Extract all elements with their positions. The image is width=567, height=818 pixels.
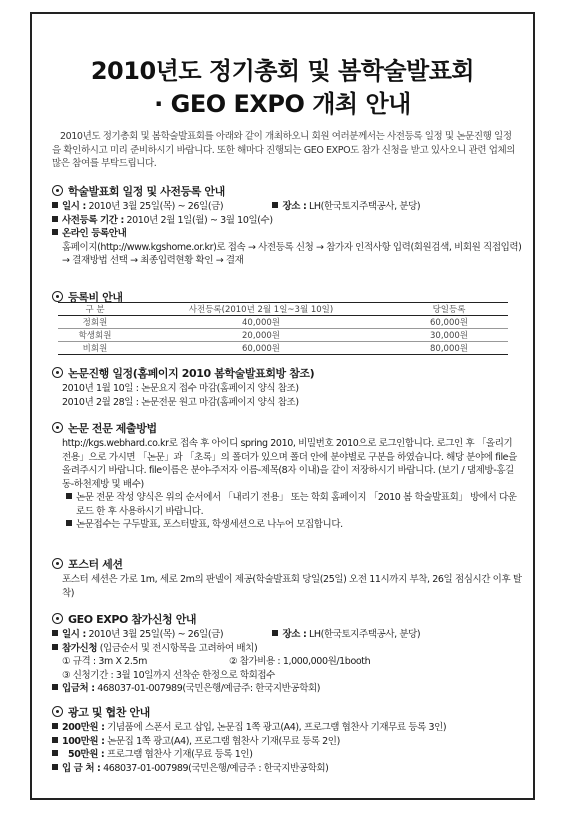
square-bullet-icon [66,520,72,526]
square-bullet-icon [52,764,58,770]
section-heading: 포스터 세션 [52,557,522,572]
online-row: 온라인 등록안내 [52,227,522,241]
square-bullet-icon [52,202,58,208]
sponsor-item: 50만원 : 프로그램 협찬사 기재(무료 등록 1인) [52,748,522,762]
section-poster [52,557,522,600]
table-row [58,316,508,329]
section-sponsor [52,705,522,775]
circle-bullet-icon [52,185,63,196]
table-cell: 30,000원 [390,329,508,342]
square-bullet-icon [52,229,58,235]
table-cell: 40,000원 [132,316,390,329]
square-bullet-icon [272,630,278,636]
table-row [58,329,508,342]
section-heading: 광고 및 협찬 안내 [52,705,522,720]
square-bullet-icon [66,493,72,499]
square-bullet-icon [52,737,58,743]
title-line-2: · GEO EXPO 개최 안내 [154,90,411,118]
table-cell: 비회원 [58,342,132,355]
section-paper-schedule [52,366,522,409]
title-line-1: 2010년도 정기총회 및 봄학술발표회 [90,57,475,85]
square-bullet-icon [52,644,58,650]
square-bullet-icon [52,723,58,729]
section-heading: 등록비 안내 [52,290,522,305]
column-header: 사전등록(2010년 2월 1일~3월 10일) [132,303,390,316]
square-bullet-icon [52,216,58,222]
table-cell: 20,000원 [132,329,390,342]
table-cell: 60,000원 [390,316,508,329]
square-bullet-icon [272,202,278,208]
notice-frame [30,12,535,800]
table-cell: 80,000원 [390,342,508,355]
section-schedule [52,184,522,268]
column-header: 구 분 [58,303,132,316]
square-bullet-icon [52,750,58,756]
table-cell: 정회원 [58,316,132,329]
column-header: 당일등록 [390,303,508,316]
section-heading: 학술발표회 일정 및 사전등록 안내 [52,184,522,199]
schedule-line: 2010년 2월 28일 : 논문전문 원고 마감(홈페이지 양식 참조) [62,396,299,408]
circle-bullet-icon [52,706,63,717]
circle-bullet-icon [52,558,63,569]
submission-bullet: 논문접수는 구두발표, 포스터발표, 학생세션으로 나누어 모집합니다. [52,518,522,532]
poster-paragraph: 포스터 세션은 가로 1m, 세로 2m의 판넬이 제공(학술발표회 당일(25일) 오전 11시까지 부착, 26일 점심시간 이후 탈착) [62,574,522,599]
online-steps: 홈페이지(http://www.kgshome.or.kr)로 접속 → 사전등록 신청 → 참가자 인적사항 입력(회원검색, 비회원 직접입력) → 결재방법 선택 → 최종입력현황 확인 → 결재 [62,241,522,266]
table-cell: 학생회원 [58,329,132,342]
prereg-row: 사전등록 기간 : 2010년 2월 1일(월) ~ 3월 10일(수) [52,214,522,228]
circle-bullet-icon [52,291,63,302]
circle-bullet-icon [52,367,63,378]
account-row: 입금처 : 468037-01-007989(국민은행/예금주: 한국지반공학회) [52,682,522,696]
section-heading: 논문 전문 제출방법 [52,421,522,436]
submission-bullet: 논문 전문 작성 양식은 위의 순서에서 「내리기 전용」 또는 학회 홈페이지 「2010 봄 학술발표회」 방에서 다운로드 한 후 사용하시기 바랍니다. [52,491,522,518]
table-row [58,342,508,355]
section-heading: 논문진행 일정(홈페이지 2010 봄학술발표회방 참조) [52,366,522,381]
sponsor-item: 입 금 처 : 468037-01-007989(국민은행/예금주 : 한국지반공학회) [52,762,522,776]
fee-table [58,302,508,355]
apply-row: 참가신청 (입금순서 및 전시항목을 고려하여 배치) [52,642,522,656]
spec-row: ③ 신청기간 : 3월 10일까지 선착순 한정으로 학회접수 [62,669,275,681]
intro-paragraph: 2010년도 정기총회 및 봄학술발표회를 아래와 같이 개최하오니 회원 여러분께서는 사전등록 일정 및 논문진행 일정을 확인하시고 미리 준비하시기 바랍니다. 또한 해마다 진행되는 GEO EXPO도 참가 신청을 받고 있사오니 관련 업체의 많은 참여를 부탁드립니다. [52,131,516,169]
sponsor-item: 100만원 : 논문집 1쪽 광고(A4), 프로그램 협찬사 기재(무료 등록 2인) [52,735,522,749]
circle-bullet-icon [52,613,63,624]
schedule-line: 2010년 1월 10일 : 논문요지 접수 마감(홈페이지 양식 참조) [62,383,299,394]
date-place-row: 일시 : 2010년 3월 25일(목) ~ 26일(금) 장소 : LH(한국토지주택공사, 분당) [52,200,522,214]
spec-row: ① 규격 : 3m X 2.5m ② 참가비용 : 1,000,000원/1booth [62,656,371,667]
square-bullet-icon [52,684,58,690]
sponsor-item: 200만원 : 기념품에 스폰서 로고 삽입, 논문집 1쪽 광고(A4), 프로그램 협찬사 기재무료 등록 3인) [52,721,522,735]
section-heading: GEO EXPO 참가신청 안내 [52,612,522,627]
square-bullet-icon [52,630,58,636]
table-cell: 60,000원 [132,342,390,355]
table-header-row [58,303,508,316]
section-submission [52,421,522,532]
circle-bullet-icon [52,422,63,433]
submission-paragraph: http://kgs.webhard.co.kr로 접속 후 아이디 spring 2010, 비밀번호 2010으로 로그인합니다. 로그인 후 「올리기 전용」으로 가시면 「논문」과 「초록」의 폴더가 있으며 폴더 안에 분야별로 구분을 하였습니다. 해당 분야에 file을 올려주시기 바랍니다. file이름은 분야-주저자 이름-제목(8자 이내)을 같이 저장하시기 바랍니다. (보기 / 댐제방-홍길동-하천제방 및 배수) [62,438,517,490]
section-expo [52,612,522,696]
date-place-row: 일시 : 2010년 3월 25일(목) ~ 26일(금) 장소 : LH(한국토지주택공사, 분당) [52,628,522,642]
